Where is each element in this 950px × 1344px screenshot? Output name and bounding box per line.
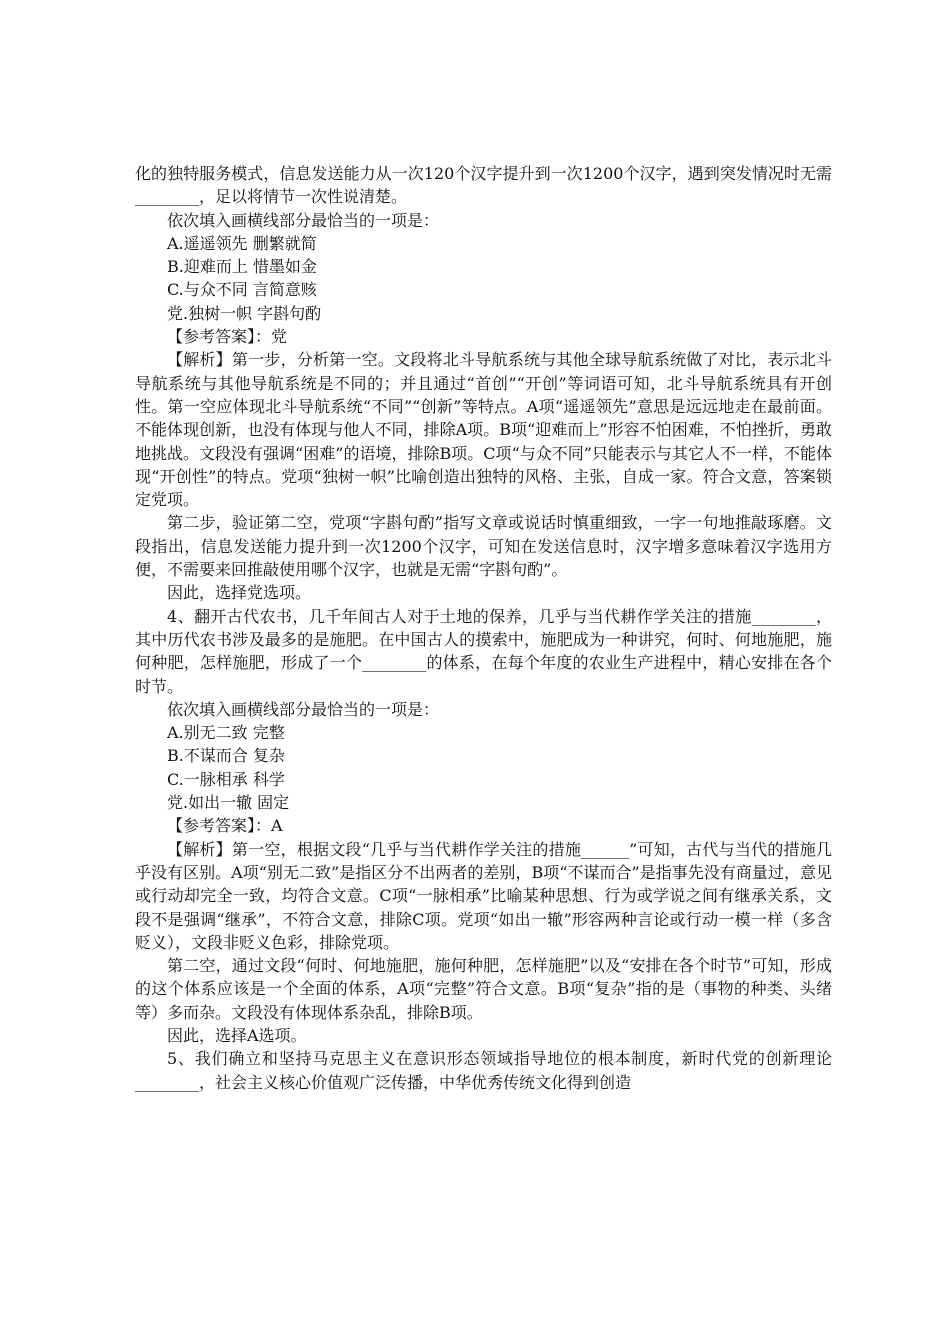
option-d: 党.如出一辙 固定 (167, 793, 290, 813)
conclusion: 因此，选择党选项。 (167, 583, 312, 603)
question-stem: 4、翻开古代农书，几千年间古人对于土地的保养，几乎与当代耕作学关注的措施________，其中历代农书涉及最多的是施肥。在中国古人的摸索中，施肥成为一种讲究，何时、何地施肥，施何种肥，怎样施肥，形成了一个________的体系，在每个年度的农业生产进程中，精心安排在各个时节。 (135, 606, 832, 696)
analysis-paragraph: 第二步，验证第二空，党项“字斟句酌”指写文章或说话时慎重细致，一字一句地推敲琢磨。文段指出，信息发送能力提升到一次1200个汉字，可知在发送信息时，汉字增多意味着汉字选用方便，不需要来回推敲使用哪个汉字，也就是无需“字斟句酌”。 (135, 513, 832, 580)
conclusion: 因此，选择A选项。 (167, 1025, 307, 1045)
option-b: B.不谋而合 复杂 (167, 746, 285, 766)
analysis-paragraph: 第二空，通过文段“何时、何地施肥，施何种肥，怎样施肥”以及“安排在各个时节”可知，形成的这个体系应该是一个全面的体系，A项“完整”符合文意。B项“复杂”指的是（事物的种类、头绪等）多而杂。文段没有体现体系杂乱，排除B项。 (135, 956, 832, 1022)
option-c: C.一脉相承 科学 (167, 769, 285, 789)
analysis-paragraph: 【解析】第一步，分析第一空。文段将北斗导航系统与其他全球导航系统做了对比，表示北斗导航系统与其他导航系统是不同的；并且通过“首创”“开创”等词语可知，北斗导航系统具有开创性。第一空应体现北斗导航系统“不同”“创新”等特点。A项“遥遥领先”意思是远远地走在最前面。不能体现创新，也没有体现与他人不同，排除A项。B项“迎难而上”形容不怕困难，不怕挫折，勇敢地挑战。文段没有强调“困难”的语境，排除B项。C项“与众不同”只能表示与其它人不一样，不能体现“开创性”的特点。党项“独树一帜”比喻创造出独特的风格、主张，自成一家。符合文意，答案锁定党项。 (135, 350, 832, 510)
option-a: A.遥遥领先 删繁就简 (167, 233, 317, 253)
option-c: C.与众不同 言简意赅 (167, 280, 317, 300)
reference-answer: 【参考答案】：党 (167, 327, 288, 347)
option-a: A.别无二致 完整 (167, 723, 285, 743)
option-d: 党.独树一帜 字斟句酌 (167, 303, 322, 323)
document-body (135, 162, 832, 1094)
option-b: B.迎难而上 惜墨如金 (167, 257, 317, 277)
question-prompt: 依次填入画横线部分最恰当的一项是： (167, 210, 440, 230)
paragraph: 化的独特服务模式，信息发送能力从一次120个汉字提升到一次1200个汉字，遇到突发情况时无需________，足以将情节一次性说清楚。 (135, 164, 832, 207)
question-stem: 5、我们确立和坚持马克思主义在意识形态领域指导地位的根本制度，新时代党的创新理论________，社会主义核心价值观广泛传播，中华优秀传统文化得到创造 (135, 1049, 832, 1092)
question-prompt: 依次填入画横线部分最恰当的一项是： (167, 699, 440, 719)
reference-answer: 【参考答案】：A (167, 816, 283, 836)
analysis-paragraph: 【解析】第一空，根据文段“几乎与当代耕作学关注的措施______”可知，古代与当代的措施几乎没有区别。A项“别无二致”是指区分不出两者的差别，B项“不谋而合”是指事先没有商量过，意见或行动却完全一致，均符合文意。C项“一脉相承”比喻某种思想、行为或学说之间有继承关系，文段不是强调“继承”，不符合文意，排除C项。党项“如出一辙”形容两种言论或行动一模一样（多含贬义），文段非贬义色彩，排除党项。 (135, 839, 832, 952)
